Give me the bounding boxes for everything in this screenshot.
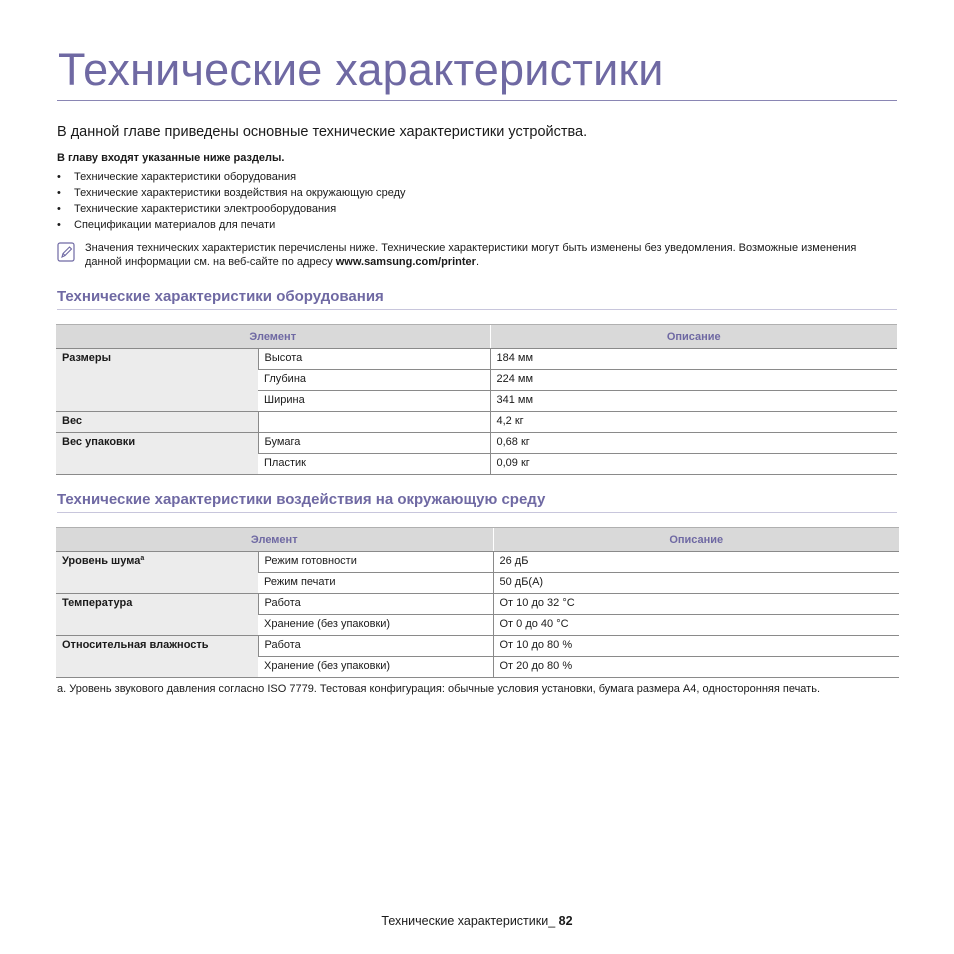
row-sub: Бумага: [258, 433, 490, 454]
row-value: 341 мм: [490, 391, 897, 412]
col-item-header: Элемент: [56, 325, 490, 349]
row-sub: Хранение (без упаковки): [258, 615, 493, 636]
page-number: 82: [558, 914, 573, 928]
table-row: [56, 594, 899, 615]
row-value: 4,2 кг: [490, 412, 897, 433]
hardware-heading: Технические характеристики оборудования: [57, 288, 384, 305]
row-sub: [258, 412, 490, 433]
table-row: [56, 433, 897, 454]
row-sub: Высота: [258, 349, 490, 370]
row-sub: Работа: [258, 636, 493, 657]
hardware-table: [56, 324, 897, 475]
row-sub: Работа: [258, 594, 493, 615]
footnote-marker: a: [140, 555, 145, 562]
toc-item-environment: • Технические характеристики воздействия на окружающую среду: [57, 185, 405, 201]
note-pencil-icon: [57, 242, 75, 262]
intro-paragraph: В данной главе приведены основные технические характеристики устройства.: [57, 124, 588, 140]
toc-item-electrical: • Технические характеристики электрооборудования: [57, 201, 405, 217]
page-footer: [0, 914, 954, 928]
note-text: Значения технических характеристик перечислены ниже. Технические характеристики могут быть изменены без уведомления. Возможные изменения данной информации см. на веб-сайте по адресу www.samsung.com/printer.: [85, 242, 857, 268]
environment-divider: [57, 512, 897, 513]
row-item: Размеры: [56, 349, 258, 412]
environment-heading: Технические характеристики воздействия на окружающую среду: [57, 491, 546, 508]
col-item-header: Элемент: [56, 528, 493, 552]
row-value: От 10 до 80 %: [493, 636, 899, 657]
page-title: Технические характеристики: [58, 44, 664, 95]
environment-table: [56, 527, 899, 678]
row-value: 0,09 кг: [490, 454, 897, 475]
footnote: a. Уровень звукового давления согласно ISO 7779. Тестовая конфигурация: обычные условия установки, бумага размера A4, односторонняя печать.: [57, 683, 821, 695]
row-sub: Пластик: [258, 454, 490, 475]
footer-label: Технические характеристики_: [381, 914, 556, 928]
samsung-link[interactable]: www.samsung.com/printer: [335, 255, 476, 268]
row-value: 26 дБ: [493, 552, 899, 573]
row-item: Вес: [56, 412, 258, 433]
col-desc-header: Описание: [490, 325, 897, 349]
table-row: [56, 412, 897, 433]
row-sub: Хранение (без упаковки): [258, 657, 493, 678]
title-divider: [57, 100, 897, 101]
row-value: От 0 до 40 °C: [493, 615, 899, 636]
row-value: От 20 до 80 %: [493, 657, 899, 678]
table-row: [56, 349, 897, 370]
table-row: [56, 636, 899, 657]
row-sub: Ширина: [258, 391, 490, 412]
table-row: [56, 552, 899, 573]
row-value: 224 мм: [490, 370, 897, 391]
toc-item-media: • Спецификации материалов для печати: [57, 217, 405, 233]
row-item: Уровень шума$^a$: [56, 552, 258, 594]
row-value: От 10 до 32 °C: [493, 594, 899, 615]
row-sub: Режим печати: [258, 573, 493, 594]
row-sub: Режим готовности: [258, 552, 493, 573]
sections-label: В главу входят указанные ниже разделы.: [57, 152, 285, 164]
col-desc-header: Описание: [493, 528, 899, 552]
toc-list: [57, 169, 405, 233]
row-value: 0,68 кг: [490, 433, 897, 454]
row-item: Вес упаковки: [56, 433, 258, 475]
row-value: 184 мм: [490, 349, 897, 370]
hardware-divider: [57, 309, 897, 310]
row-item: Относительная влажность: [56, 636, 258, 678]
toc-item-hardware: • Технические характеристики оборудования: [57, 169, 405, 185]
row-value: 50 дБ(A): [493, 573, 899, 594]
table-header-row: [56, 528, 899, 552]
row-item: Температура: [56, 594, 258, 636]
table-header-row: [56, 325, 897, 349]
row-sub: Глубина: [258, 370, 490, 391]
